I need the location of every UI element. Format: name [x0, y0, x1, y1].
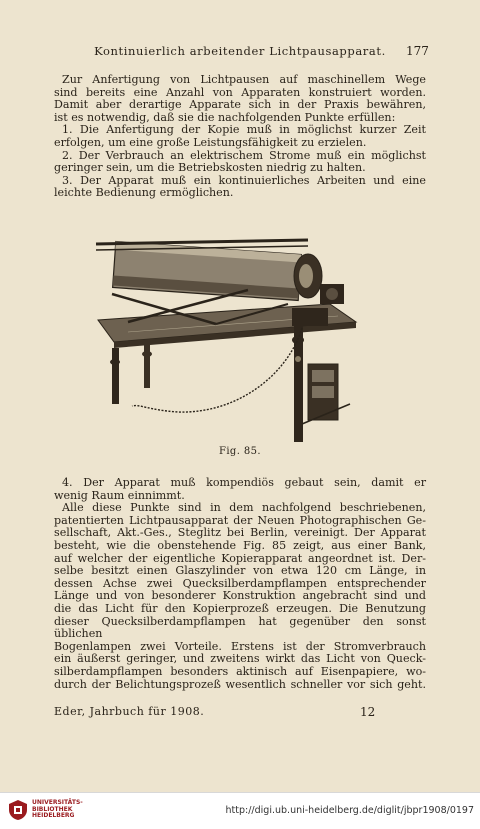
text-line: leichte Bedienung ermöglichen.: [54, 186, 234, 200]
text-line: Zur Anfertigung von Lichtpausen auf maschinellem Wege: [62, 73, 426, 86]
text-line: dieser Quecksilberdampflampen hat gegenüber den sonst üblichen: [54, 614, 426, 641]
printing-apparatus-figure: [88, 224, 378, 444]
text-line: erfolgen, um eine große Leistungsfähigkeit zu erzielen.: [54, 135, 367, 149]
text-line: ein äußerst geringer, und zweitens wirkt das Licht von Queck-: [54, 652, 426, 666]
logo-line: UNIVERSITÄTS-: [32, 799, 83, 807]
bench-leg: [112, 348, 119, 404]
text-line: wenig Raum einnimmt.: [54, 488, 185, 502]
text-line: geringer sein, um die Betriebskosten niedrig zu halten.: [54, 161, 366, 175]
running-header: Kontinuierlich arbeitender Lichtpausapparat.: [94, 44, 386, 58]
library-seal-icon: [8, 799, 28, 821]
text-line: 4. Der Apparat muß kompendiös gebaut sein, damit er: [62, 476, 426, 489]
text-line: sellschaft, Akt.-Ges., Steglitz bei Berlin, vereinigt. Der Apparat: [54, 526, 426, 540]
text-line: auf welcher der eigentliche Kopierapparat angeordnet ist. Der-: [54, 551, 426, 565]
text-line: selbe besitzt einen Glaszylinder von etwa 120 cm Länge, in: [54, 564, 426, 578]
text-line: besteht, wie die obenstehende Fig. 85 zeigt, aus einer Bank,: [54, 538, 426, 552]
footer-sheet-number: 12: [360, 705, 376, 719]
logo-line: BIBLIOTHEK: [32, 805, 73, 813]
text-line: 2. Der Verbrauch an elektrischem Strome muß ein möglichst: [62, 148, 426, 162]
text-line: ist es notwendig, daß sie die nachfolgenden Punkte erfüllen:: [54, 110, 396, 124]
bench-leg: [144, 342, 150, 388]
body-text-bottom: [54, 477, 426, 691]
university-library-logo[interactable]: [8, 799, 83, 821]
text-line: silberdampflampen besonders aktinisch auf Eisenpapiere, wo-: [54, 664, 426, 678]
text-line: Länge und von besonderer Konstruktion angebracht sind und: [54, 589, 426, 603]
body-text-top: [54, 74, 426, 200]
figure-caption: Fig. 85.: [219, 446, 261, 457]
text-line: Alle diese Punkte sind in dem nachfolgend beschriebenen,: [62, 501, 426, 515]
viewer-footer-bar: [0, 792, 480, 829]
text-line: durch der Belichtungsprozeß wesentlich schneller vor sich geht.: [54, 677, 426, 691]
text-line: die das Licht für den Kopierprozeß erzeugen. Die Benutzung: [54, 601, 426, 615]
text-line: Damit aber derartige Apparate sich in der Praxis bewähren,: [54, 98, 426, 112]
logo-line: HEIDELBERG: [32, 812, 75, 820]
text-line: Bogenlampen zwei Vorteile. Erstens ist der Stromverbrauch: [54, 639, 426, 653]
text-line: dessen Achse zwei Quecksilberdampflampen entsprechender: [54, 576, 426, 590]
page-number: 177: [406, 44, 429, 58]
footer-signature: Eder, Jahrbuch für 1908.: [54, 705, 205, 718]
permalink-url[interactable]: http://digi.ub.uni-heidelberg.de/diglit/jbpr1908/0197: [225, 805, 474, 816]
text-line: 3. Der Apparat muß ein kontinuierliches Arbeiten und eine: [62, 173, 426, 187]
text-line: 1. Die Anfertigung der Kopie muß in möglichst kurzer Zeit: [62, 123, 426, 137]
text-line: patentierten Lichtpausapparat der Neuen Photographischen Ge-: [54, 513, 426, 527]
text-line: sind bereits eine Anzahl von Apparaten konstruiert worden.: [54, 85, 426, 99]
